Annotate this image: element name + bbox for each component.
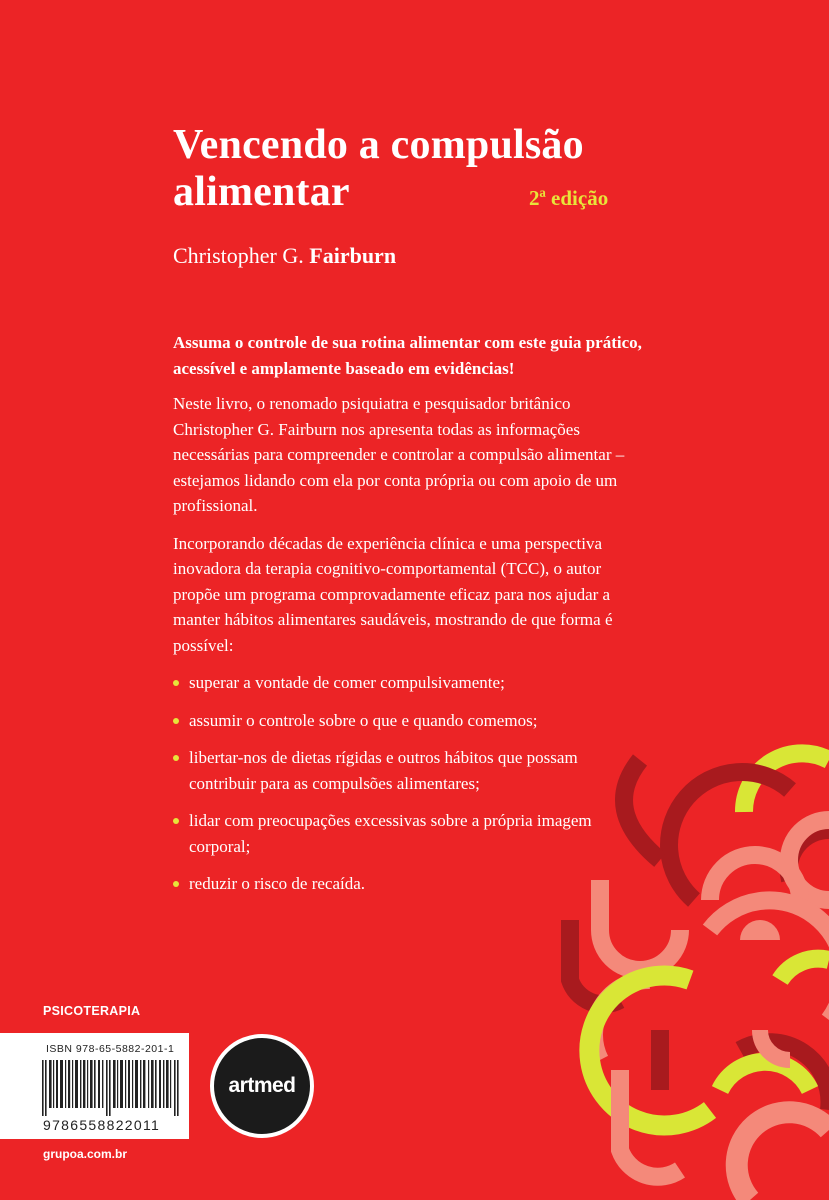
book-title <box>173 122 584 216</box>
list-item <box>173 670 643 696</box>
ean-number: 9786558822011 <box>43 1117 161 1133</box>
author-first-name: Christopher G. <box>173 243 304 268</box>
blurb-paragraph-1: Neste livro, o renomado psiquiatra e pesquisador britânico Christopher G. Fairburn nos apresenta todas as informações necessárias para compreender e controlar a compulsão alimentar – estejamos lidando com ela por conta própria ou com apoio de um profissional. <box>173 394 625 515</box>
author-last-name: Fairburn <box>309 243 397 268</box>
bullet-dot-icon <box>173 881 179 887</box>
author-name <box>173 243 396 269</box>
title-line-1: Vencendo a compulsão <box>173 122 584 168</box>
publisher-logo <box>210 1034 314 1138</box>
bullet-dot-icon <box>173 680 179 686</box>
edition-label: 2ª edição <box>529 186 609 210</box>
list-item-text: reduzir o risco de recaída. <box>189 874 366 893</box>
list-item-text: lidar com preocupações excessivas sobre a própria imagem corporal; <box>189 811 592 856</box>
barcode-box <box>0 1033 189 1139</box>
bullet-dot-icon <box>173 818 179 824</box>
list-item-text: libertar-nos de dietas rígidas e outros hábitos que possam contribuir para as compulsões alimentares; <box>189 748 578 793</box>
list-item-text: assumir o controle sobre o que e quando comemos; <box>189 710 538 730</box>
blurb-lead: Assuma o controle de sua rotina alimentar com este guia prático, acessível e amplamente baseado em evidências! <box>173 333 642 378</box>
decorative-pattern <box>560 730 829 1200</box>
category-label: PSICOTERAPIA <box>43 1004 141 1018</box>
blurb-paragraph-2: Incorporando décadas de experiência clínica e uma perspectiva inovadora da terapia cognitivo-comportamental (TCC), o autor propõe um programa comprovadamente eficaz para nos ajudar a manter hábitos alimentares saudáveis, mostrando de que forma é possível: <box>173 533 613 655</box>
barcode-bars <box>40 1060 182 1116</box>
isbn-text: ISBN 978-65-5882-201-1 <box>46 1043 175 1055</box>
bullet-dot-icon <box>173 718 179 724</box>
publisher-logo-text: artmed <box>228 1074 296 1097</box>
list-item-text: superar a vontade de comer compulsivamente; <box>189 673 505 692</box>
website-url: grupoa.com.br <box>43 1147 128 1161</box>
title-line-2: alimentar <box>173 169 350 215</box>
bullet-dot-icon <box>173 755 179 761</box>
